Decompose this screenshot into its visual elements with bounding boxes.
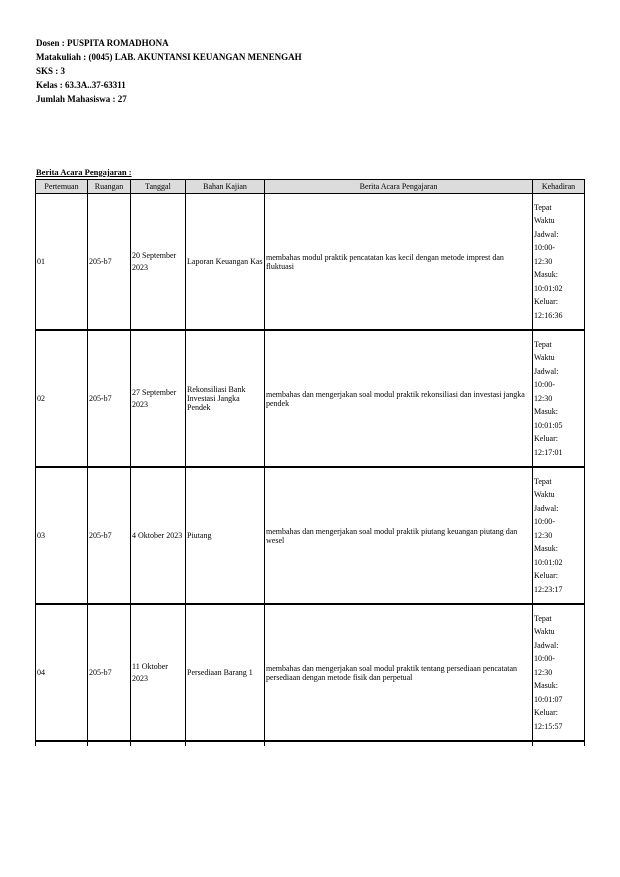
- kehadiran-line: Masuk:: [534, 544, 558, 554]
- kehadiran-line: 12:17:01: [534, 447, 563, 457]
- table-row: [36, 467, 585, 604]
- ruangan-cell: 205-b7: [88, 604, 131, 741]
- kehadiran-line: Jadwal:: [534, 229, 559, 239]
- kehadiran-line: Keluar:: [534, 434, 558, 444]
- kehadiran-line: 10:00-: [534, 517, 555, 527]
- kehadiran-line: 12:30: [534, 667, 553, 677]
- bahan-cell: Piutang: [186, 467, 265, 604]
- kehadiran-line: Keluar:: [534, 708, 558, 718]
- kehadiran-cell: [533, 194, 585, 331]
- pertemuan-cell: 03: [36, 467, 88, 604]
- table-row: [36, 330, 585, 467]
- ruangan-cell: 205-b7: [88, 330, 131, 467]
- kehadiran-line: 12:23:17: [534, 584, 563, 594]
- kehadiran-line: 10:01:07: [534, 694, 563, 704]
- kehadiran-line: 10:00-: [534, 380, 555, 390]
- col-header-ruangan: Ruangan: [88, 180, 131, 194]
- kehadiran-line: 12:30: [534, 530, 553, 540]
- kehadiran-line: Tepat: [534, 339, 552, 349]
- berita-cell: membahas dan mengerjakan soal modul praktik piutang keuangan piutang dan wesel: [265, 467, 533, 604]
- kehadiran-line: 12:15:57: [534, 721, 563, 731]
- section-title: Berita Acara Pengajaran :: [36, 167, 132, 177]
- kehadiran-line: Tepat: [534, 613, 552, 623]
- kehadiran-line: 10:01:05: [534, 420, 563, 430]
- pertemuan-cell: 02: [36, 330, 88, 467]
- kehadiran-line: Masuk:: [534, 681, 558, 691]
- kehadiran-line: Jadwal:: [534, 503, 559, 513]
- kehadiran-line: 12:16:36: [534, 310, 563, 320]
- dosen-line: Dosen : PUSPITA ROMADHONA: [36, 38, 169, 48]
- kehadiran-line: Waktu: [534, 216, 555, 226]
- col-header-kehadiran: Kehadiran: [533, 180, 585, 194]
- kehadiran-line: Jadwal:: [534, 640, 559, 650]
- lecturer-info: [36, 36, 302, 106]
- tanggal-cell: 4 Oktober 2023: [131, 467, 186, 604]
- pertemuan-cell: 04: [36, 604, 88, 741]
- kehadiran-line: Waktu: [534, 627, 555, 637]
- tanggal-cell: 11 Oktober 2023: [131, 604, 186, 741]
- berita-cell: membahas dan mengerjakan soal modul praktik rekonsiliasi dan investasi jangka pendek: [265, 330, 533, 467]
- sks-line: SKS : 3: [36, 66, 66, 76]
- tanggal-cell: 27 September 2023: [131, 330, 186, 467]
- tanggal-cell: 20 September 2023: [131, 194, 186, 331]
- kehadiran-line: Masuk:: [534, 407, 558, 417]
- bahan-cell: Rekonsiliasi Bank Investasi Jangka Pendek: [186, 330, 265, 467]
- bahan-cell: Laporan Keuangan Kas: [186, 194, 265, 331]
- kehadiran-cell: [533, 467, 585, 604]
- kehadiran-line: 10:01:02: [534, 557, 563, 567]
- col-header-tanggal: Tanggal: [131, 180, 186, 194]
- kehadiran-line: 12:30: [534, 393, 553, 403]
- kehadiran-line: 10:00-: [534, 243, 555, 253]
- kehadiran-line: Jadwal:: [534, 366, 559, 376]
- berita-cell: membahas dan mengerjakan soal modul praktik tentang persediaan pencatatan persediaan dengan metode fisik dan perpetual: [265, 604, 533, 741]
- berita-cell: membahas modul praktik pencatatan kas kecil dengan metode imprest dan fluktuasi: [265, 194, 533, 331]
- kehadiran-line: Tepat: [534, 202, 552, 212]
- kehadiran-line: Masuk:: [534, 270, 558, 280]
- pertemuan-cell: 01: [36, 194, 88, 331]
- kehadiran-cell: [533, 604, 585, 741]
- kehadiran-line: Waktu: [534, 490, 555, 500]
- kelas-line: Kelas : 63.3A..37-63311: [36, 80, 126, 90]
- jumlah-mahasiswa-line: Jumlah Mahasiswa : 27: [36, 94, 127, 104]
- table-continuation: [36, 741, 585, 746]
- col-header-bahan: Bahan Kajian: [186, 180, 265, 194]
- kehadiran-line: 12:30: [534, 256, 553, 266]
- table-row: [36, 194, 585, 331]
- col-header-pertemuan: Pertemuan: [36, 180, 88, 194]
- kehadiran-line: 10:00-: [534, 654, 555, 664]
- kehadiran-line: Keluar:: [534, 297, 558, 307]
- ruangan-cell: 205-b7: [88, 467, 131, 604]
- kehadiran-cell: [533, 330, 585, 467]
- kehadiran-line: Keluar:: [534, 571, 558, 581]
- kehadiran-line: 10:01:02: [534, 283, 563, 293]
- bahan-cell: Persediaan Barang 1: [186, 604, 265, 741]
- ruangan-cell: 205-b7: [88, 194, 131, 331]
- kehadiran-line: Tepat: [534, 476, 552, 486]
- table-row: [36, 604, 585, 741]
- teaching-report-table: [35, 179, 585, 746]
- table-header-row: [36, 180, 585, 194]
- kehadiran-line: Waktu: [534, 353, 555, 363]
- matakuliah-line: Matakuliah : (0045) LAB. AKUNTANSI KEUANGAN MENENGAH: [36, 52, 302, 62]
- col-header-berita: Berita Acara Pengajaran: [265, 180, 533, 194]
